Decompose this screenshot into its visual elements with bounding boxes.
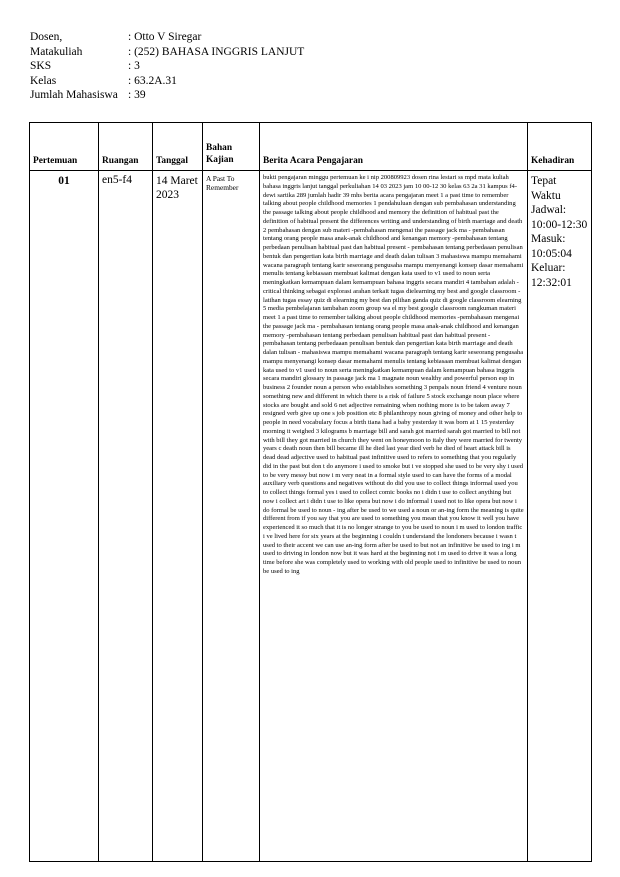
cell-berita-acara: bukti pengajaran minggu pertemuan ke i nip 200809923 dosen rina lestari ss mpd mata kuliah bahasa inggris lanjut tanggal perkuliahan 14 03 2023 jam 10 00-12 30 kelas 63 2a 31 kampus f4-dewi sartika 289 jumlah hadir 39 mhs berita acara pengajaran meet 1 a past time to remember talking about people childhood memories 1 pendahuluan dengan sub pembahasan understanding the passage talking about people childhood and memory the definition of habitual past the definition of habitual present the differences writing and understanding of birth marriage and death 2 pembahasan dengan sub materi -pembahasan mengenai the passage jack ma - pembahasan tentang orang people masa anak-anak childhood and kenangan memory -pembahasan tentang perbedaan penulisan habitual past dan habitual present - pembahasan tentang perbedaaan penulisan bentuk dan pengertian kata birth marriage and death dalan tulisan 3 mahasiswa mampu memahami wacana paragraph tentang karir seseorang pengusaha mampu menyenangi konsep dasar memahami menulis tentang kebiasaan membuat kalimat dengan kata used to v1 used to noun serta meningkatkan kemampuan dalam kemampuan bahasa inggris secara mandiri 4 tambahan adalah -critical thinking sebagai explorasi arahan terkait tugas dielearning my best and google classroom -latihan tugas essay quiz di elearning my best dan pilihan ganda quiz di google classroom elearning 5 media pembelajaran tambahan zoom group wa el my best google classroom rangkuman materi meet 1 a past time to remember talking about people childhood memories -pembahasan mengenai the passage jack ma - pembahasan tentang orang people masa anak-anak childhood and kenangan memory -pembahasan tentang perbedaan penulisan habitual past dan habitual present - pembahasan tentang perbedaaan penulisan bentuk dan pengertian kata birth marriage and death dalan tulisan - mahasiswa mampu memahami wacana paragraph tentang karir seseorang pengusaha mampu menyenangi konsep dasar memahami menulis tentang kebiasaan membuat kalimat dengan kata used to v1 used to noun serta meningkatkan kemampuan dalam kemampuan bahasa inggris secara mandiri glossary in passage jack ma 1 magnate noun wealthy and powerful person esp in business 2 founder noun a person who establishes something 3 penpals noun friend 4 venture noun something new and different in which there is a risk of failure 5 stock exchange noun place where stocks are bought and sold 6 net adjective remaining when nothing more is to be taken away 7 resigned verb give up one s job position etc 8 philanthropy noun giving of money and other help to people in need vocabulary focus a birth tiana had a baby yesterday it was born at 1 15 yesterday morning it weighed 3 kilograms b marriage bill and sarah got married sarah got married to bill not with bill they got married in church they went on honeymoon to italy they were married for twenty years c death noun then bill became ill he died last year died verb he died of heart attack bill is dead dead adjective used to habitual past infinitive used to refers to something that you regularly did in the past but don t do anymore i used to smoke but i ve stopped she used to be very shy i used to be very messy but now i m very neat in a formal style used to can have the forms of a modal auxiliary verb questions and negatives without do did you use to collect things informal used you to collect things formal yes i used to collect comic books no i didn t use to collect anything but now i collect art i didn t use to like opera but now i do informal i used not to like opera but now i do formal be used to noun - ing after be used to we used a noun or an-ing form the meaning is quite different from if you say that you are used to something you mean that you know it well you have experienced it so much that it is no longer strange to you be used to noun i m used to london traffic i ve lived here for six years at the beginning i couldn t understand the londoners because i wasn t used to their accent we can use an-ing form after be used to but not an infinitive be used to ing i m used to driving in london now but it was hard at the beginning not i m used to drive it was a long time before she was completely used to working with old people used to infinitive be used to noun be used to ing (260, 171, 528, 862)
col-header-ruangan: Ruangan (99, 123, 153, 171)
table-row (30, 171, 592, 862)
jumlah-mahasiswa-value: : 39 (128, 89, 146, 102)
col-header-pertemuan: Pertemuan (30, 123, 99, 171)
matakuliah-label: Matakuliah (30, 45, 83, 58)
col-header-berita-acara: Berita Acara Pengajaran (260, 123, 528, 171)
matakuliah-value: : (252) BAHASA INGGRIS LANJUT (128, 45, 305, 58)
jumlah-mahasiswa-row (30, 88, 304, 103)
dosen-row (30, 30, 304, 45)
col-header-tanggal: Tanggal (153, 123, 203, 171)
kelas-row (30, 74, 304, 89)
table-header-row (30, 123, 592, 171)
document-header (30, 30, 304, 103)
cell-kehadiran: Tepat Waktu Jadwal: 10:00-12:30 Masuk: 10:05:04 Keluar: 12:32:01 (528, 171, 592, 862)
dosen-label: Dosen, (30, 31, 63, 43)
col-header-kehadiran: Kehadiran (528, 123, 592, 171)
sks-value: : 3 (128, 60, 140, 73)
sks-row (30, 59, 304, 74)
matakuliah-row (30, 45, 304, 60)
kelas-label: Kelas (30, 74, 57, 87)
cell-tanggal: 14 Maret 2023 (153, 171, 203, 862)
dosen-value: : Otto V Siregar (128, 31, 202, 43)
cell-bahan-kajian: A Past To Remember (203, 171, 260, 862)
kelas-value: : 63.2A.31 (128, 74, 177, 87)
jumlah-mahasiswa-label: Jumlah Mahasiswa (30, 89, 118, 102)
col-header-bahan-kajian: Bahan Kajian (203, 123, 260, 171)
sks-label: SKS (30, 60, 52, 73)
cell-ruangan: en5-f4 (99, 171, 153, 862)
cell-pertemuan: 01 (30, 171, 99, 862)
berita-acara-table (29, 122, 592, 862)
